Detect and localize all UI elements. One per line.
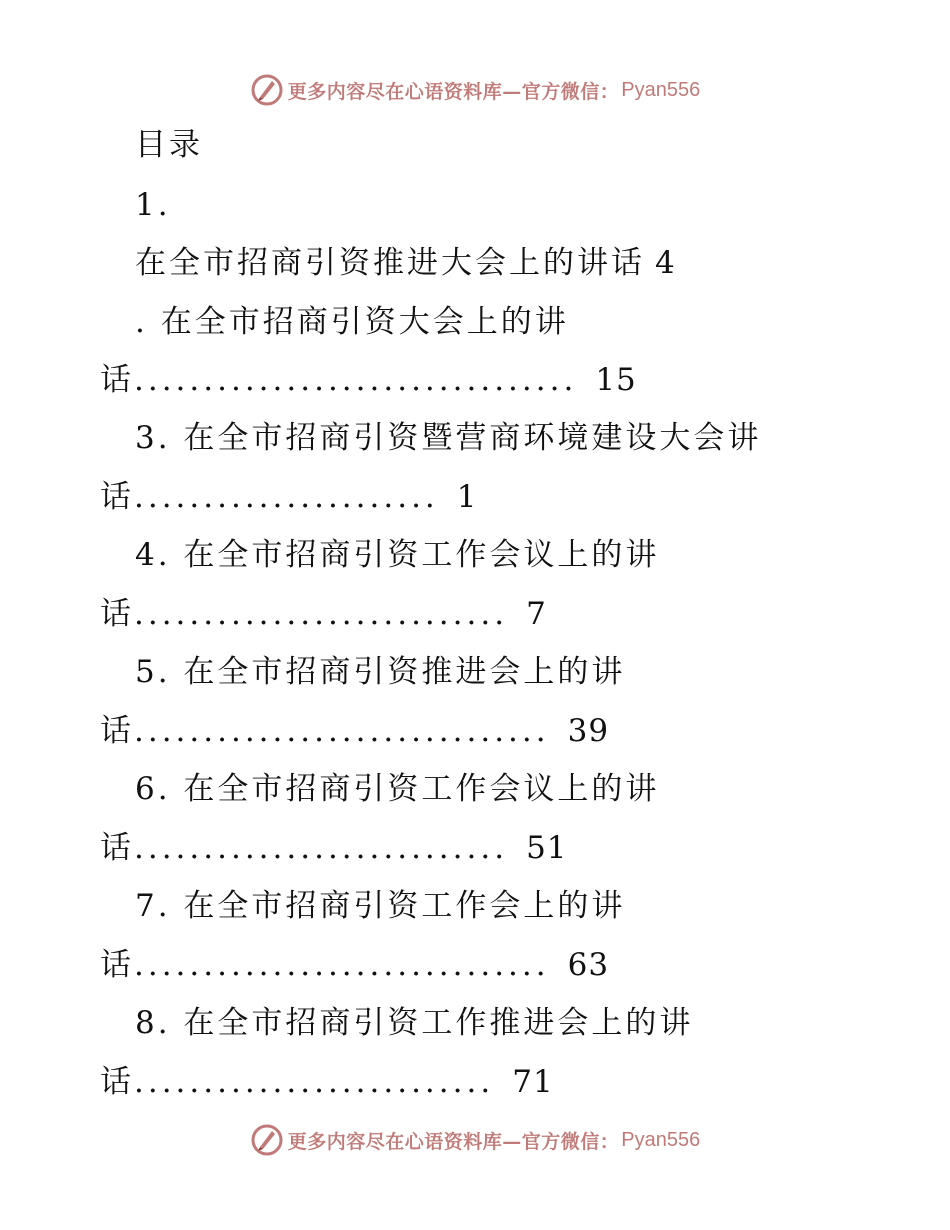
- watermark-wechat-id: Pyan556: [621, 78, 701, 101]
- toc-item-1: [135, 243, 676, 283]
- toc-item-8-leader: [100, 1062, 554, 1102]
- toc-item-2-leader: [100, 360, 637, 400]
- toc-item-6-cont: 话: [100, 830, 134, 866]
- toc-item-8-cont: 话: [100, 1064, 134, 1100]
- toc-item-2-text: . 在全市招商引资大会上的讲: [135, 304, 569, 340]
- toc-item-4-dots: ...........................: [134, 596, 509, 632]
- toc-item-3-leader: [100, 477, 478, 517]
- toc-item-4-text: 4. 在全市招商引资工作会议上的讲: [135, 537, 660, 573]
- toc-item-7-page: 63: [567, 947, 610, 983]
- toc-item-3-dots: ......................: [134, 479, 439, 515]
- toc-item-5-page: 39: [567, 713, 610, 749]
- toc-item-4-leader: [100, 594, 547, 634]
- toc-item-4-page: 7: [526, 596, 547, 632]
- toc-item-3-page: 1: [456, 479, 478, 515]
- toc-item-6-text: 6. 在全市招商引资工作会议上的讲: [135, 771, 660, 807]
- toc-item-5-text: 5. 在全市招商引资推进会上的讲: [135, 654, 626, 690]
- toc-item-3-text: 3. 在全市招商引资暨营商环境建设大会讲: [135, 420, 762, 456]
- toc-item-1-text: 在全市招商引资推进大会上的讲话: [135, 245, 645, 281]
- toc-item-6-leader: [100, 828, 568, 868]
- toc-item-2-cont: 话: [100, 362, 134, 398]
- toc-item-7-leader: [100, 945, 609, 985]
- watermark-text: 更多内容尽在心语资料库—官方微信：: [287, 80, 620, 103]
- toc-item-5-dots: ..............................: [134, 713, 550, 749]
- toc-item-7-text: 7. 在全市招商引资工作会上的讲: [135, 888, 626, 924]
- toc-title: 目录: [135, 127, 203, 163]
- watermark-footer: [0, 1120, 950, 1160]
- watermark-header: [0, 70, 950, 110]
- toc-item-8-text: 8. 在全市招商引资工作推进会上的讲: [135, 1005, 694, 1041]
- toc-item-1-number: 1.: [135, 187, 171, 223]
- watermark-wechat-id: Pyan556: [621, 1128, 701, 1151]
- toc-item-8-page: 71: [512, 1064, 554, 1100]
- toc-item-5-leader: [100, 711, 609, 751]
- toc-item-6-dots: ...........................: [134, 830, 509, 866]
- toc-item-7-dots: ..............................: [134, 947, 550, 983]
- toc-item-6-page: 51: [526, 830, 568, 866]
- toc-item-3-cont: 话: [100, 479, 134, 515]
- toc-item-2-dots: ................................: [134, 362, 578, 398]
- toc-item-7-cont: 话: [100, 947, 134, 983]
- toc-item-5-cont: 话: [100, 713, 134, 749]
- toc-item-4-cont: 话: [100, 596, 134, 632]
- toc-item-2-page: 15: [595, 362, 637, 398]
- quill-logo-icon: [250, 73, 284, 107]
- toc-item-1-page: 4: [655, 245, 676, 281]
- toc-item-8-dots: ..........................: [134, 1064, 495, 1100]
- watermark-text: 更多内容尽在心语资料库—官方微信：: [287, 1130, 620, 1153]
- quill-logo-icon: [250, 1123, 284, 1157]
